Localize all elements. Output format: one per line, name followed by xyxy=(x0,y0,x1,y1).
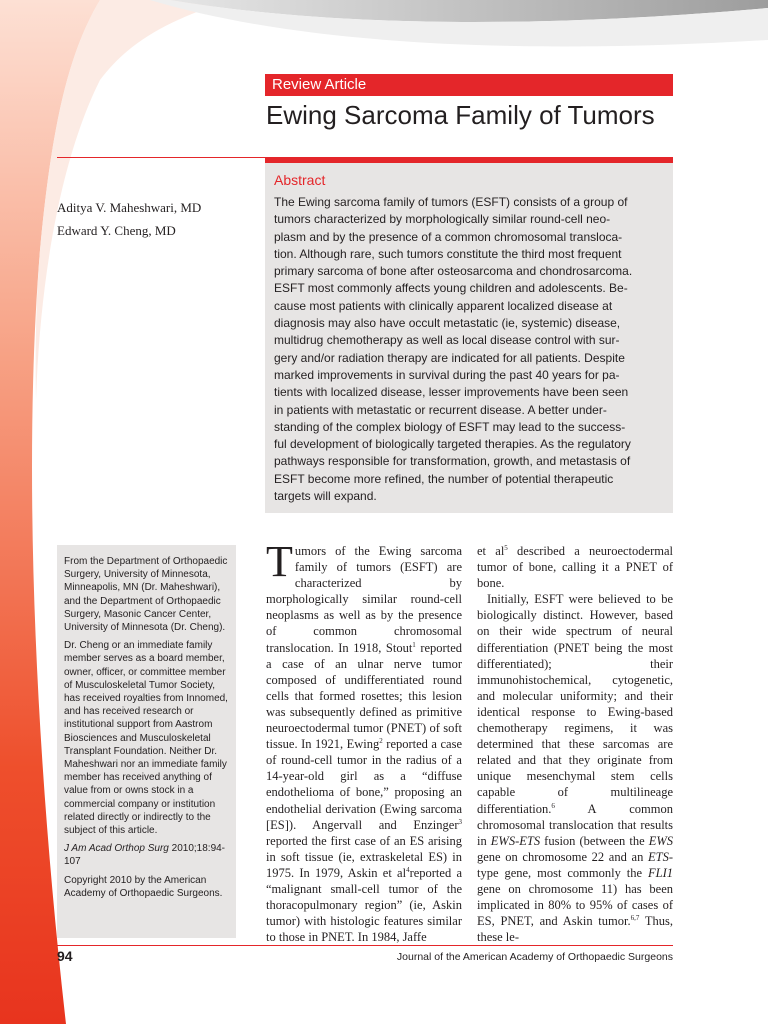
body-paragraph xyxy=(477,543,673,591)
body-text: A common chromosomal translocation that results in xyxy=(477,801,673,848)
gene-name: EWS-ETS xyxy=(490,833,541,848)
body-text: reported a case of round-cell tumor in the radius of a 14-year-old girl as a “diffuse endothelioma of bone,” proposing an endothelial derivation (Ewing sarcoma [ES]). Angervall and Enzinger xyxy=(266,737,462,832)
abstract-line: marked improvements in survival during the past 40 years for pa- xyxy=(274,367,620,382)
abstract-line: gery and/or radiation therapy are indicated for all patients. Despite xyxy=(274,350,625,365)
reference-mark: 5 xyxy=(504,544,508,552)
body-text: Thus, these le- xyxy=(477,914,673,945)
abstract-line: tumors characterized by morphologically similar round-cell neo- xyxy=(274,212,611,227)
reference-mark: 6 xyxy=(551,801,555,810)
gene-name: FLI1 xyxy=(648,865,673,880)
abstract-line: in patients with metastatic or recurrent disease. A better under- xyxy=(274,402,607,417)
article-title: Ewing Sarcoma Family of Tumors xyxy=(266,100,655,130)
abstract-line: The Ewing sarcoma family of tumors (ESFT) consists of a group of xyxy=(274,195,628,209)
affiliation-note: From the Department of Orthopaedic Surgery, University of Minnesota, Minneapolis, MN (Dr. Maheshwari), and the Department of Orthopaedic Surgery, Masonic Cancer Center, University of Minnesota (Dr. Cheng). xyxy=(64,556,228,634)
abstract-line: targets will expand. xyxy=(274,489,377,504)
body-text: fusion (between the xyxy=(540,833,649,848)
body-text: gene on chromosome 11) has been implicated in 80% to 95% of cases of ES, PNET, and Askin tumor. xyxy=(477,881,673,929)
body-paragraph xyxy=(266,537,462,945)
abstract-line: tients with localized disease, lesser improvements have been seen xyxy=(274,385,629,400)
body-column-1 xyxy=(266,537,462,945)
abstract-line: plasm and by the presence of a common chromosomal transloca- xyxy=(274,229,623,244)
body-column-2 xyxy=(477,543,673,945)
body-text: umors of the Ewing sarcoma family of tumors (ESFT) are characterized by morphologically similar round-cell neoplasms as well as by the presence of common chromosomal translocation. In 1918, Stout xyxy=(266,544,462,655)
body-text: -type gene, most commonly the xyxy=(477,849,673,880)
gene-name: EWS xyxy=(648,833,673,848)
page-number: 94 xyxy=(57,948,73,964)
reference-mark: 2 xyxy=(379,737,383,746)
body-paragraph xyxy=(477,591,673,945)
copyright-note: Copyright 2010 by the American Academy of Orthopaedic Surgeons. xyxy=(64,874,223,899)
abstract-text xyxy=(274,194,664,505)
abstract-box xyxy=(265,163,673,513)
reference-mark: 4 xyxy=(406,865,410,874)
abstract-line: multidrug chemotherapy as well as local disease control with sur- xyxy=(274,333,620,348)
body-text: reported a “malignant small-cell tumor of the thoracopulmonary region” (ie, Askin tumor) with histologic features similar to those in PNET. In 1984, Jaffe xyxy=(266,865,462,945)
footer-rule xyxy=(57,945,673,946)
abstract-line: ESFT most commonly affects young children and adolescents. Be- xyxy=(274,281,628,296)
abstract-line: tion. Although rare, such tumors constitute the third most frequent xyxy=(274,246,622,261)
citation-journal: J Am Acad Orthop Surg xyxy=(64,843,169,855)
abstract-line: cause most patients with clinically apparent localized disease at xyxy=(274,298,613,313)
body-text: Initially, ESFT were believed to be biologically distinct. However, based on their wide spectrum of neural differentiation (PNET being the most differentiated); their immunohistochemical, cytogenetic, and molecular uniformity; and their identical response to Ewing-based chemotherapy regimens, it was determined that these sarcomas are related and that they originate from unique mesenchymal stem cells capable of multilineage differentiation. xyxy=(477,592,673,816)
body-text: et al xyxy=(477,544,505,558)
abstract-line: pathways responsible for transformation, growth, and metastasis of xyxy=(274,454,631,469)
reference-mark: 1 xyxy=(412,640,416,649)
body-text: described a neuroectodermal tumor of bone, calling it a PNET of bone. xyxy=(477,544,673,591)
abstract-line: ESFT become more refined, the number of potential therapeutic xyxy=(274,471,614,486)
author-name: Aditya V. Maheshwari, MD xyxy=(57,200,202,215)
journal-name: Journal of the American Academy of Orthopaedic Surgeons xyxy=(396,951,673,963)
abstract-heading: Abstract xyxy=(274,172,326,188)
abstract-line: primary sarcoma of bone after osteosarcoma and chondrosarcoma. xyxy=(274,264,633,279)
author-list xyxy=(57,196,257,242)
body-text: reported the first case of an ES arising in soft tissue (ie, extraskeletal ES) in 1975. In 1979, Askin et al xyxy=(266,833,462,880)
gene-name: ETS xyxy=(647,849,669,864)
citation-details: 2010;18:94-107 xyxy=(64,843,226,868)
abstract-line: diagnosis may also have occult metastatic (ie, systemic) disease, xyxy=(274,316,621,331)
drop-cap: T xyxy=(266,537,293,586)
body-text: gene on chromosome 22 and an xyxy=(477,849,648,864)
body-text: reported a case of an ulnar nerve tumor composed of undifferentiated round cells that formed rosettes; this lesion was subsequently defined as primitive neuroectodermal tumor (PNET) of soft tissue. In 1921, Ewing xyxy=(266,640,462,752)
header-rule-thin xyxy=(57,157,265,158)
author-info-sidebar xyxy=(57,545,236,938)
abstract-line: standing of the complex biology of ESFT may lead to the success- xyxy=(274,419,626,434)
disclosure-note: Dr. Cheng or an immediate family member serves as a board member, owner, officer, or committee member of Musculoskeletal Tumor Society, has received royalties from Innomed, and has received research or institutional support from Aastrom Biosciences and Musculoskeletal Transplant Foundation. Neither Dr. Maheshwari nor an immediate family member has received anything of value from or owns stock in a commercial company or institution related directly or indirectly to the subject of this article. xyxy=(64,640,228,837)
reference-mark: 3 xyxy=(458,817,462,826)
citation-note xyxy=(64,842,230,868)
author-name: Edward Y. Cheng, MD xyxy=(57,223,176,238)
reference-mark: 6,7 xyxy=(630,914,640,923)
article-type-label: Review Article xyxy=(265,74,673,96)
abstract-line: ful development of biologically targeted therapies. As the regulatory xyxy=(274,437,631,452)
